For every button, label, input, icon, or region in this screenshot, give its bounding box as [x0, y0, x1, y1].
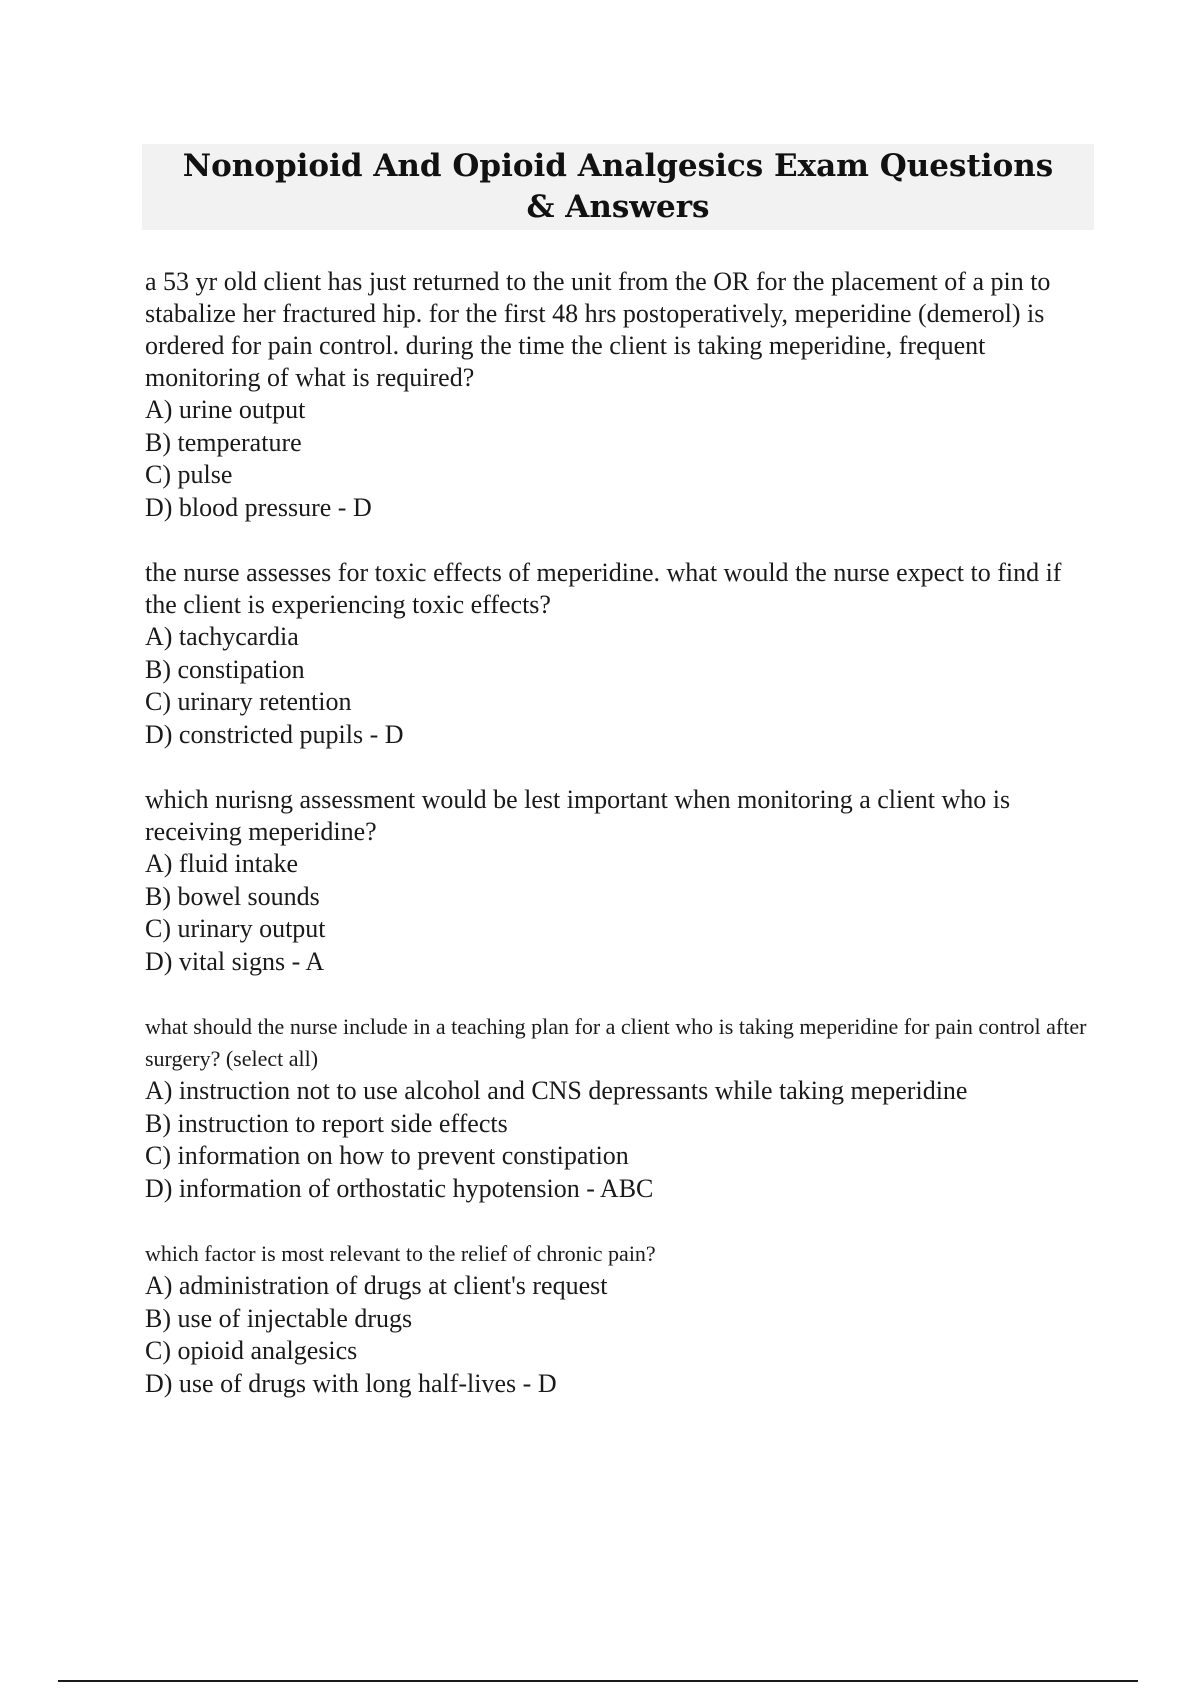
footer-divider — [58, 1680, 1138, 1682]
question-block — [145, 784, 1095, 978]
answer-option: B) use of injectable drugs — [145, 1303, 413, 1333]
title-banner — [142, 144, 1094, 230]
answer-options — [145, 1075, 1095, 1205]
answer-option: A) tachycardia — [145, 622, 299, 651]
question-block — [145, 557, 1095, 751]
question-text: which factor is most relevant to the relief of chronic pain? — [145, 1241, 656, 1266]
answer-option: A) instruction not to use alcohol and CNS depressants while taking meperidine — [145, 1076, 968, 1105]
answer-option: C) pulse — [145, 460, 233, 489]
question-block — [145, 266, 1095, 524]
answer-option: B) constipation — [145, 654, 305, 684]
answer-option: D) blood pressure - D — [145, 492, 372, 522]
answer-option: D) constricted pupils - D — [145, 719, 404, 749]
answer-option: A) urine output — [145, 395, 306, 424]
answer-option: A) administration of drugs at client's request — [145, 1271, 608, 1300]
answer-option: C) urinary output — [145, 914, 326, 943]
question-text: which nurisng assessment would be lest important when monitoring a client who is receiving meperidine? — [145, 785, 1011, 846]
question-block — [145, 1238, 1095, 1400]
answer-option: D) information of orthostatic hypotension - ABC — [145, 1173, 654, 1203]
answer-option: D) use of drugs with long half-lives - D — [145, 1368, 557, 1398]
question-text: the nurse assesses for toxic effects of meperidine. what would the nurse expect to find if the client is experiencing toxic effects? — [145, 558, 1062, 619]
answer-option: C) opioid analgesics — [145, 1336, 358, 1365]
question-text: a 53 yr old client has just returned to the unit from the OR for the placement of a pin to stabalize her fractured hip. for the first 48 hrs postoperatively, meperidine (demerol) is ordered for pain control. during the time the client is taking meperidine, frequent monitoring of what is required? — [145, 267, 1051, 392]
answer-options — [145, 394, 1095, 524]
question-block — [145, 1011, 1095, 1205]
answer-option: C) information on how to prevent constipation — [145, 1141, 629, 1170]
answer-option: A) fluid intake — [145, 849, 299, 878]
answer-options — [145, 621, 1095, 751]
question-text: what should the nurse include in a teaching plan for a client who is taking meperidine for pain control after surgery? (select all) — [145, 1014, 1087, 1071]
page-title: Nonopioid And Opioid Analgesics Exam Questions & Answers — [182, 148, 1054, 225]
answer-option: C) urinary retention — [145, 687, 352, 716]
answer-option: B) bowel sounds — [145, 881, 320, 911]
answer-options — [145, 848, 1095, 978]
answer-option: B) instruction to report side effects — [145, 1108, 508, 1138]
answer-option: D) vital signs - A — [145, 946, 325, 976]
answer-option: B) temperature — [145, 427, 302, 457]
answer-options — [145, 1270, 1095, 1400]
question-list — [145, 266, 1095, 1433]
